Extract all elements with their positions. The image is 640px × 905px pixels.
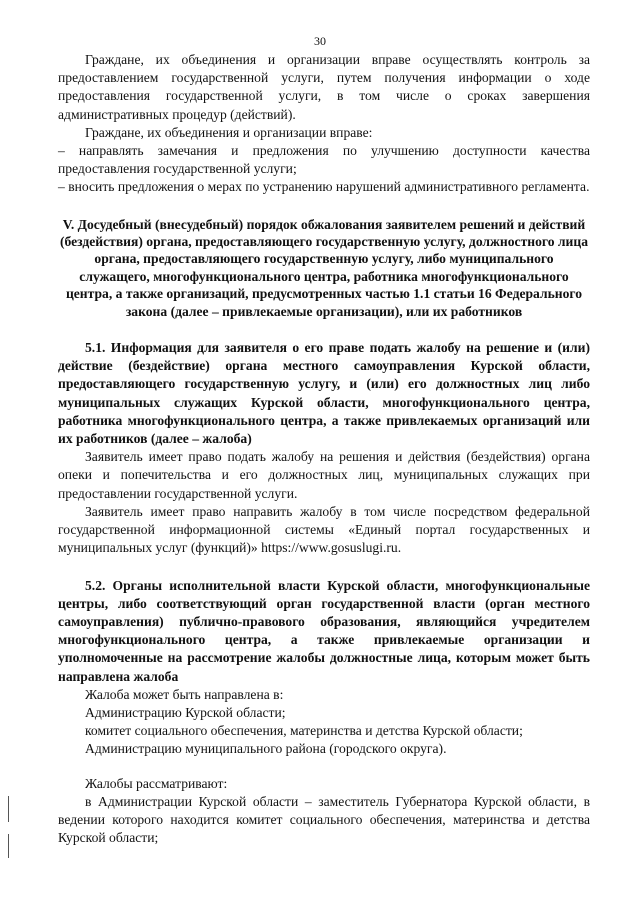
subsection-heading-5-2: 5.2. Органы исполнительной власти Курской области, многофункциональные центры, либо соответствующий орган государственной власти (орган местного самоуправления) публично-правового образования, являющийся учредителем многофункционального центра, а также привлекаемые организации и уполномоченные на рассмотрение жалобы должностные лица, которым может быть направлена жалоба: [58, 577, 590, 684]
subsection-heading-5-1: 5.1. Информация для заявителя о его праве подать жалобу на решение и (или) действие (бездействие) органа местного самоуправления Курской области, предоставляющего государственную услугу, и (или) его должностных лиц либо муниципальных служащих Курской области, многофункционального центра, работника многофункционального центра, а также привлекаемых организаций или их работников (далее – жалоба): [58, 340, 590, 447]
paragraph-complaint-addressed: Жалоба может быть направлена в:: [85, 686, 284, 702]
paragraph-complaint-right: Заявитель имеет право подать жалобу на решения и действия (бездействия) органа опеки и попечительства и его должностных лиц, муниципальных служащих при предоставлении государственной услуги.: [58, 449, 590, 501]
document-body: [58, 51, 590, 847]
list-item-remarks: – направлять замечания и предложения по улучшению доступности качества предоставления государственной услуги;: [58, 143, 590, 177]
paragraph-citizens-rights: Граждане, их объединения и организации вправе:: [85, 124, 373, 140]
paragraph-deputy-governor: в Администрации Курской области – заместитель Губернатора Курской области, в ведении которого находится комитет социального обеспечения, материнства и детства Курской области;: [58, 793, 590, 846]
list-item-kursk-administration: Администрацию Курской области;: [85, 704, 286, 720]
scan-margin-mark: [8, 834, 9, 858]
paragraph-citizens-control: Граждане, их объединения и организации вправе осуществлять контроль за предоставлением государственной услуги, путем получения информации о ходе предоставления государственной услуги, в том числе о сроках завершения административных процедур (действий).: [58, 52, 590, 122]
page-number: 30: [314, 34, 326, 48]
paragraph-complaints-reviewed: Жалобы рассматривают:: [85, 775, 228, 791]
paragraph-complaint-portal: Заявитель имеет право направить жалобу в том числе посредством федеральной государственной информационной системы «Единый портал государственных и муниципальных услуг (функций)» https://www.gosuslugi.ru.: [58, 503, 590, 556]
section-heading: V. Досудебный (внесудебный) порядок обжалования заявителем решений и действий (бездействия) органа, предоставляющего государственную услугу, должностного лица органа, предоставляющего государственную услугу, либо муниципального служащего, многофункционального центра, работника многофункционального центра, а также организаций, предусмотренных частью 1.1 статьи 16 Федерального закона (далее – привлекаемые организации), или их работников: [59, 216, 589, 319]
list-item-proposals: – вносить предложения о мерах по устранению нарушений административного регламента.: [58, 179, 590, 195]
list-item-district-administration: Администрацию муниципального района (городского округа).: [85, 741, 447, 757]
list-item-social-committee: комитет социального обеспечения, материнства и детства Курской области;: [85, 723, 523, 739]
scan-margin-mark: [8, 796, 9, 822]
